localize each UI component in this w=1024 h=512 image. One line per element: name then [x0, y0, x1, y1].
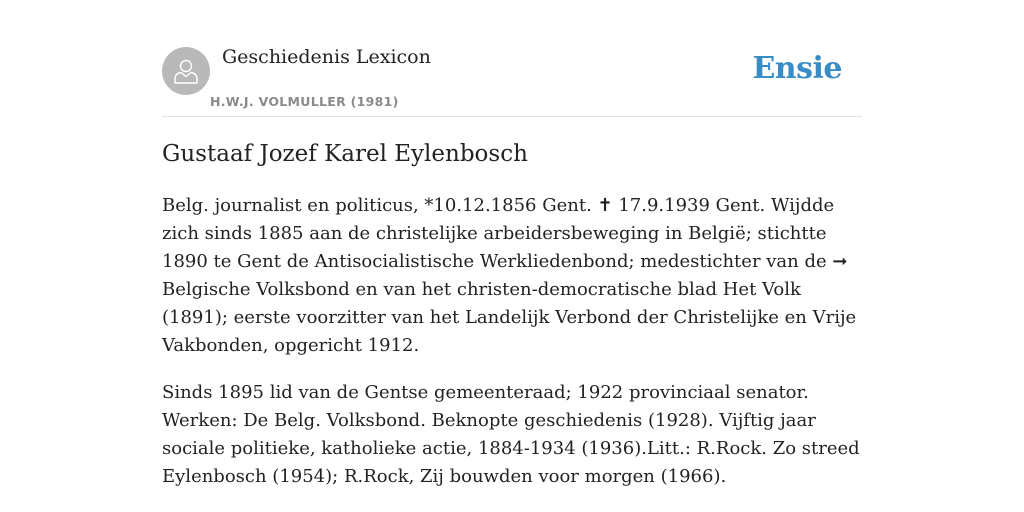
user-icon — [173, 57, 199, 85]
article-title: Gustaaf Jozef Karel Eylenbosch — [162, 141, 528, 167]
avatar[interactable] — [162, 47, 210, 95]
article-paragraph-2: Sinds 1895 lid van de Gentse gemeenteraad; 1922 provinciaal senator. Werken: De Belg. Volksbond. Beknopte geschiedenis (1928). Vijftig jaar sociale politieke, katholieke actie, 1884-1934 (1936).Litt.: R.Rock. Zo streed Eylenbosch (1954); R.Rock, Zij bouwden voor morgen (1966). — [162, 382, 860, 487]
header — [162, 0, 862, 117]
author-name: H.W.J. VOLMULLER (1981) — [210, 94, 399, 109]
article-paragraph-1: Belg. journalist en politicus, *10.12.1856 Gent. ✝ 17.9.1939 Gent. Wijdde zich sinds 1885 aan de christelijke arbeidersbeweging in België; stichtte 1890 te Gent de Antisocialistische Werkliedenbond; medestichter van de ➞ Belgische Volksbond en van het christen-democratische blad Het Volk (1891); eerste voorzitter van het Landelijk Verbond der Christelijke en Vrije Vakbonden, opgericht 1912. — [162, 195, 857, 356]
brand-logo[interactable]: Ensie — [752, 51, 842, 86]
lexicon-name-link[interactable]: Geschiedenis Lexicon — [222, 46, 431, 68]
page-container — [162, 0, 862, 487]
